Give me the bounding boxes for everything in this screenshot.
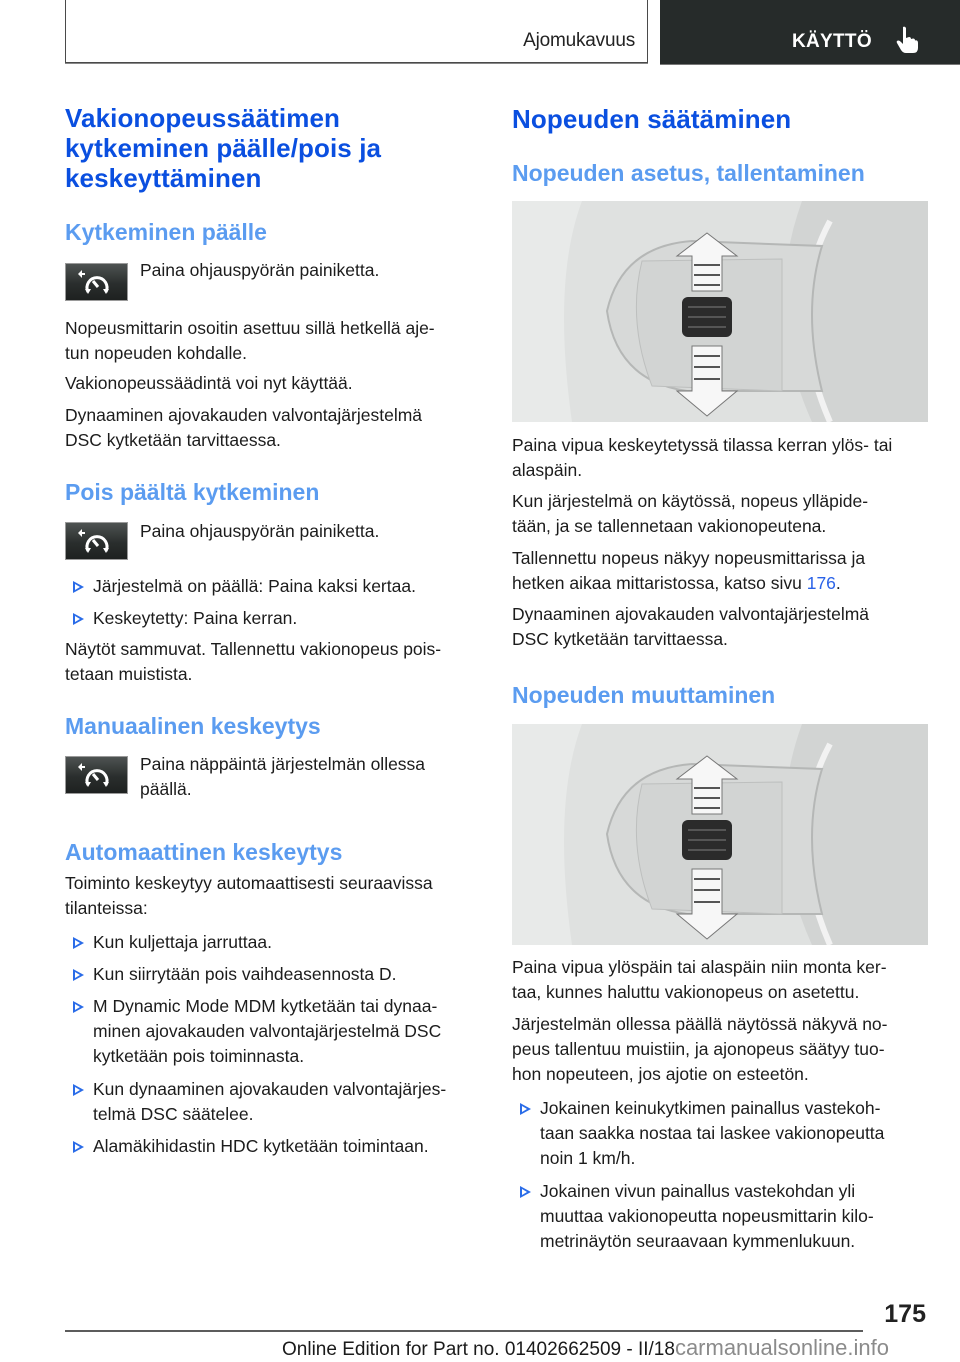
switch-off-instruction: Paina ohjauspyörän painiketta.	[140, 521, 380, 541]
list-item-text	[93, 1077, 485, 1127]
text-line: Dynaaminen ajovakauden valvontajärjestelmä	[512, 604, 870, 624]
text-line: Jokainen vivun painallus vastekohdan yli	[540, 1181, 856, 1201]
text-line: taa, kunnes haluttu vakionopeus on asetettu.	[512, 982, 860, 1002]
text-line: hon nopeuteen, jos ajotie on esteetön.	[512, 1064, 809, 1084]
text-line: Tallennettu nopeus näkyy nopeusmittarissa ja	[512, 548, 866, 568]
text-line: taan saakka nostaa tai laskee vakionopeutta	[540, 1123, 885, 1143]
text-line: Toiminto keskeytyy automaattisesti seuraavissa	[65, 873, 433, 893]
list-item-text: Keskeytetty: Paina kerran.	[93, 608, 298, 628]
footer-divider	[65, 1330, 863, 1332]
text-line: Vakionopeussäädintä voi nyt käyttää.	[65, 373, 353, 393]
text-line: Paina näppäintä järjestelmän ollessa	[140, 754, 426, 774]
heading-switch-on: Kytkeminen päälle	[65, 219, 267, 245]
text-line: Kun järjestelmä on käytössä, nopeus ylläpide-	[512, 491, 869, 511]
page-reference-link[interactable]: 176	[806, 573, 836, 593]
set-speed-paragraph	[512, 546, 928, 596]
text-line: Dynaaminen ajovakauden valvontajärjestelmä	[65, 405, 423, 425]
triangle-bullet-icon	[520, 1186, 531, 1198]
triangle-bullet-icon	[73, 937, 84, 949]
page-number: 175	[884, 1300, 926, 1328]
hand-pointer-icon	[896, 26, 918, 54]
auto-pause-intro	[65, 871, 485, 921]
text-line: DSC kytketään tarvittaessa.	[512, 629, 728, 649]
list-item-text	[540, 1096, 928, 1171]
section-tab	[660, 0, 960, 65]
switch-on-paragraph	[65, 371, 485, 396]
text-line: Paina vipua keskeytetyssä tilassa kerran ylös- tai	[512, 435, 893, 455]
triangle-bullet-icon	[73, 1084, 84, 1096]
heading-auto-pause: Automaattinen keskeytys	[65, 839, 343, 865]
section-tab-label: KÄYTTÖ	[792, 31, 872, 52]
list-item	[65, 962, 485, 987]
list-item-text	[93, 994, 485, 1069]
triangle-bullet-icon	[520, 1103, 531, 1115]
text-line: DSC kytketään tarvittaessa.	[65, 430, 281, 450]
list-item-text	[540, 1179, 928, 1254]
set-speed-paragraph	[512, 602, 928, 652]
list-item	[512, 1179, 928, 1254]
set-speed-paragraph	[512, 489, 928, 539]
list-item	[65, 574, 485, 599]
switch-on-instruction: Paina ohjauspyörän painiketta.	[140, 260, 380, 280]
triangle-bullet-icon	[73, 613, 84, 625]
switch-off-note	[65, 637, 485, 687]
text-line: metrinäytön seuraavaan kymmenlukuun.	[540, 1231, 856, 1251]
triangle-bullet-icon	[73, 581, 84, 593]
text-line: alaspäin.	[512, 460, 583, 480]
edition-text: Online Edition for Part no. 01402662509 - II/18	[282, 1339, 675, 1360]
triangle-bullet-icon	[73, 1141, 84, 1153]
watermark: carmanualsonline.info	[674, 1335, 889, 1360]
set-speed-paragraph	[512, 433, 928, 483]
title-line: Vakionopeussäätimen	[65, 103, 341, 133]
chapter-header-box	[65, 0, 648, 63]
text-line: minen ajovakauden valvontajärjestelmä DSC	[93, 1021, 442, 1041]
text-line: kytketään pois toiminnasta.	[93, 1046, 305, 1066]
text-line: Jokainen keinukytkimen painallus vastekoh-	[540, 1098, 881, 1118]
list-item	[65, 606, 485, 631]
heading-manual-pause: Manuaalinen keskeytys	[65, 713, 321, 739]
text-line: tetaan muistista.	[65, 664, 193, 684]
text-line: Järjestelmän ollessa päällä näytössä näkyvä no-	[512, 1014, 888, 1034]
text-line: tilanteissa:	[65, 898, 148, 918]
list-item-text: Kun siirrytään pois vaihdeasennosta D.	[93, 964, 397, 984]
steering-wheel-rocker-switch-illustration	[512, 724, 928, 945]
title-line: kytkeminen päälle/pois ja	[65, 133, 382, 163]
section-title-left	[65, 103, 381, 193]
list-item	[512, 1096, 928, 1171]
switch-on-paragraph	[65, 403, 485, 453]
text-line: M Dynamic Mode MDM kytketään tai dynaa-	[93, 996, 438, 1016]
text-line: muuttaa vakionopeutta nopeusmittarin kilo-	[540, 1206, 874, 1226]
manual-pause-instruction	[140, 752, 485, 802]
heading-switch-off: Pois päältä kytkeminen	[65, 479, 320, 505]
list-item	[65, 930, 485, 955]
text-line: Kun dynaaminen ajovakauden valvontajärjes-	[93, 1079, 447, 1099]
text-line: noin 1 km/h.	[540, 1148, 636, 1168]
change-speed-paragraph	[512, 1012, 928, 1087]
text-line: tun nopeuden kohdalle.	[65, 343, 247, 363]
heading-set-speed: Nopeuden asetus, tallentaminen	[512, 160, 865, 186]
chapter-title: Ajomukavuus	[523, 30, 635, 51]
text-line: päällä.	[140, 779, 192, 799]
list-item-text: Alamäkihidastin HDC kytketään toimintaan.	[93, 1136, 429, 1156]
cruise-control-button-icon	[65, 522, 128, 560]
triangle-bullet-icon	[73, 969, 84, 981]
cruise-control-button-icon	[65, 756, 128, 794]
switch-on-paragraph	[65, 316, 485, 366]
heading-change-speed: Nopeuden muuttaminen	[512, 682, 776, 708]
text-line: hetken aikaa mittaristossa, katso sivu	[512, 573, 807, 593]
list-item	[65, 994, 485, 1069]
cruise-control-button-icon	[65, 263, 128, 301]
text-line: Nopeusmittarin osoitin asettuu sillä hetkellä aje-	[65, 318, 435, 338]
list-item-text: Kun kuljettaja jarruttaa.	[93, 932, 272, 952]
text-line: peus tallentuu muistiin, ja ajonopeus säätyy tuo-	[512, 1039, 885, 1059]
text-line: telmä DSC säätelee.	[93, 1104, 254, 1124]
footer-edition	[282, 1335, 889, 1361]
text-line: .	[835, 573, 841, 593]
list-item-text: Järjestelmä on päällä: Paina kaksi kertaa.	[93, 576, 416, 596]
list-item	[65, 1077, 485, 1127]
text-line: tään, ja se tallennetaan vakionopeutena.	[512, 516, 827, 536]
section-title-right: Nopeuden säätäminen	[512, 104, 792, 134]
list-item	[65, 1134, 485, 1159]
text-line: Näytöt sammuvat. Tallennettu vakionopeus pois-	[65, 639, 442, 659]
text-line: Paina vipua ylöspäin tai alaspäin niin monta ker-	[512, 957, 887, 977]
title-line: keskeyttäminen	[65, 163, 262, 193]
change-speed-paragraph	[512, 955, 928, 1005]
triangle-bullet-icon	[73, 1001, 84, 1013]
steering-wheel-rocker-switch-illustration	[512, 201, 928, 422]
